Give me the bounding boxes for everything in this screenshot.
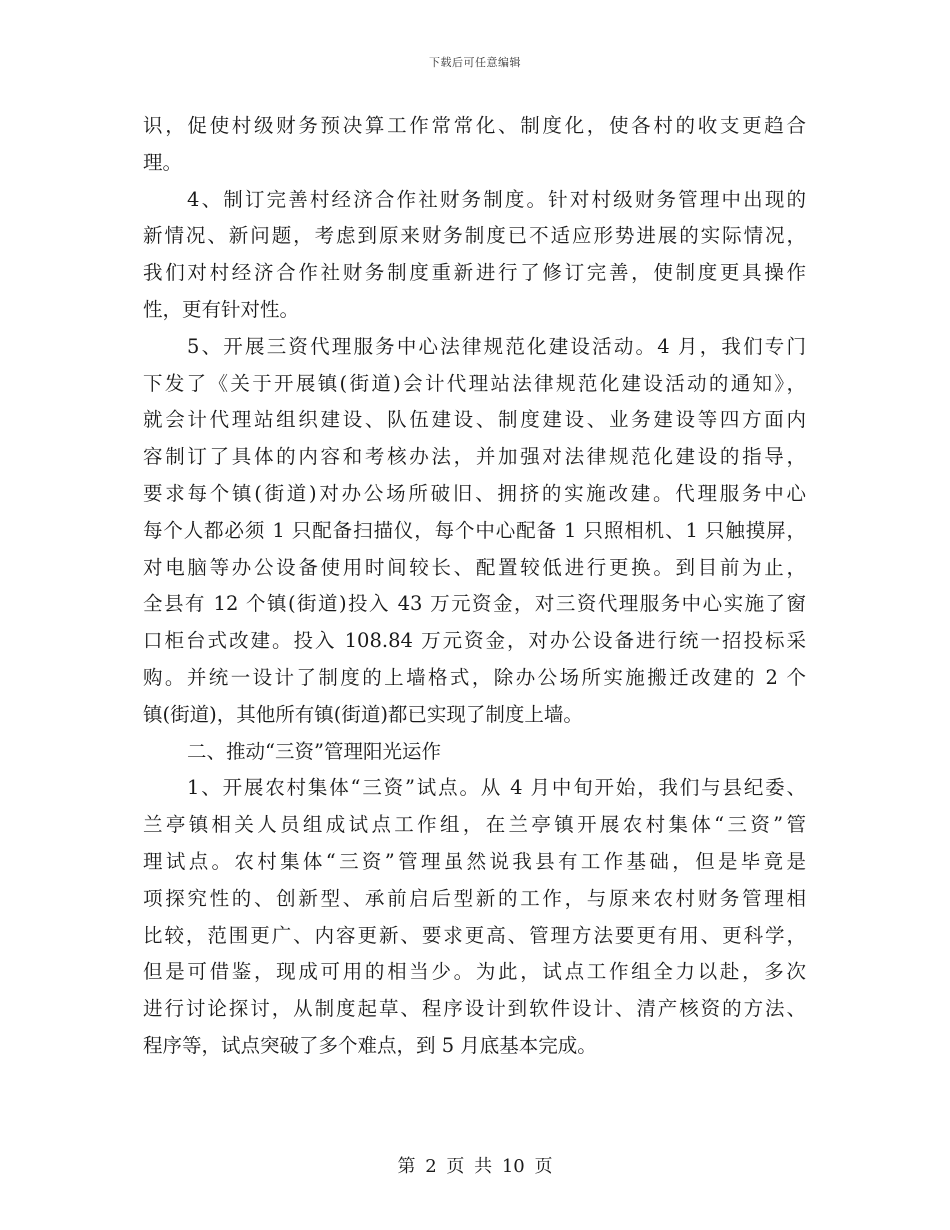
text-line: 兰亭镇相关人员组成试点工作组，在兰亭镇开展农村集体“三资”管 <box>143 813 806 837</box>
text-line: 新情况、新问题，考虑到原来财务制度已不适应形势进展的实际情况， <box>143 224 806 248</box>
document-body <box>143 108 806 1065</box>
text-line: 理试点。农村集体“三资”管理虽然说我县有工作基础，但是毕竟是 <box>143 849 806 873</box>
text-line: 比较，范围更广、内容更新、要求更高、管理方法要更有用、更科学， <box>143 923 806 947</box>
text-line: 识，促使村级财务预决算工作常常化、制度化，使各村的收支更趋合 <box>143 114 806 137</box>
page-footer: 第 2 页 共 10 页 <box>397 1156 553 1177</box>
text-line: 对电脑等办公设备使用时间较长、配置较低进行更换。到目前为止， <box>143 555 806 579</box>
text-line: 但是可借鉴，现成可用的相当少。为此，试点工作组全力以赴，多次 <box>143 960 806 984</box>
text-line: 每个人都必须 1 只配备扫描仪，每个中心配备 1 只照相机、1 只触摸屏， <box>143 518 806 542</box>
text-line: 项探究性的、创新型、承前启后型新的工作，与原来农村财务管理相 <box>143 886 806 910</box>
text-line: 容制订了具体的内容和考核办法，并加强对法律规范化建设的指导， <box>143 445 806 469</box>
paragraph-start-line: 1、开展农村集体“三资”试点。从 4 月中旬开始，我们与县纪委、 <box>187 776 806 800</box>
text-line: 理。 <box>143 150 183 174</box>
text-line: 进行讨论探讨，从制度起草、程序设计到软件设计、清产核资的方法、 <box>143 997 806 1021</box>
paragraph-start-line: 5、开展三资代理服务中心法律规范化建设活动。4 月，我们专门 <box>187 334 806 358</box>
text-line: 下发了《关于开展镇(街道)会计代理站法律规范化建设活动的通知》， <box>143 371 806 395</box>
text-line: 镇(街道)，其他所有镇(街道)都已实现了制度上墙。 <box>143 702 583 726</box>
text-line: 性，更有针对性。 <box>143 297 300 321</box>
paragraph-start-line: 4、制订完善村经济合作社财务制度。针对村级财务管理中出现的 <box>187 187 806 211</box>
text-line: 购。并统一设计了制度的上墙格式，除办公场所实施搬迁改建的 2 个 <box>143 665 806 689</box>
page-header: 下载后可任意编辑 <box>429 56 521 69</box>
text-line: 要求每个镇(街道)对办公场所破旧、拥挤的实施改建。代理服务中心 <box>143 481 806 505</box>
text-line: 我们对村经济合作社财务制度重新进行了修订完善，使制度更具操作 <box>143 261 806 285</box>
paragraph-start-line: 二、推动“三资”管理阳光运作 <box>187 739 441 763</box>
text-line: 就会计代理站组织建设、队伍建设、制度建设、业务建设等四方面内 <box>143 408 806 432</box>
text-line: 全县有 12 个镇(街道)投入 43 万元资金，对三资代理服务中心实施了窗 <box>143 592 806 616</box>
text-line: 程序等，试点突破了多个难点，到 5 月底基本完成。 <box>143 1033 597 1057</box>
text-line: 口柜台式改建。投入 108.84 万元资金，对办公设备进行统一招投标采 <box>143 629 806 653</box>
